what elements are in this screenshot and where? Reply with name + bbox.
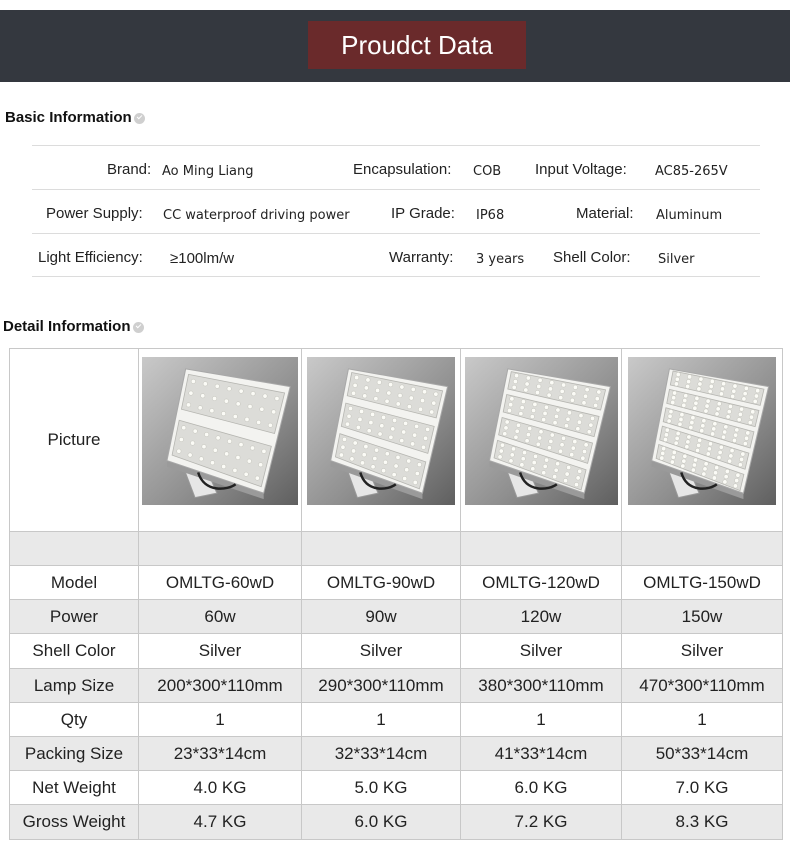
table-cell: Silver	[622, 634, 783, 669]
led-flood-light-icon	[142, 357, 298, 505]
table-cell: Silver	[302, 634, 461, 669]
row-label: Model	[10, 566, 139, 600]
basic-row	[32, 189, 760, 233]
table-cell: 6.0 KG	[302, 805, 461, 840]
table-cell: 150w	[622, 600, 783, 634]
table-row	[10, 600, 783, 634]
power-supply-label: Power Supply:	[46, 205, 143, 222]
detail-information-heading	[3, 318, 144, 335]
basic-row	[32, 145, 760, 189]
light-efficiency-label: Light Efficiency:	[38, 249, 143, 266]
material-label: Material:	[576, 205, 634, 222]
input-voltage-value: AC85-265V	[655, 164, 728, 179]
basic-information-title: Basic Information	[5, 109, 132, 126]
table-cell: 8.3 KG	[622, 805, 783, 840]
info-check-icon	[134, 113, 145, 124]
table-cell: 4.0 KG	[139, 771, 302, 805]
table-row	[10, 771, 783, 805]
spacer-cell	[461, 532, 622, 566]
table-cell: 1	[622, 703, 783, 737]
row-label: Qty	[10, 703, 139, 737]
warranty-label: Warranty:	[389, 249, 454, 266]
banner-title-box	[308, 21, 526, 69]
table-row	[10, 805, 783, 840]
product-photo-cell	[302, 349, 461, 532]
detail-information-title: Detail Information	[3, 318, 131, 335]
info-check-icon	[133, 322, 144, 333]
table-cell: Silver	[461, 634, 622, 669]
ip-grade-label: IP Grade:	[391, 205, 455, 222]
product-photo-cell	[622, 349, 783, 532]
table-cell: 23*33*14cm	[139, 737, 302, 771]
basic-row	[32, 233, 760, 277]
encapsulation-value: COB	[473, 164, 502, 179]
brand-value: Ao Ming Liang	[162, 164, 254, 179]
basic-information-table	[32, 145, 760, 277]
header-banner	[0, 0, 790, 82]
table-row	[10, 634, 783, 669]
spacer-cell	[10, 532, 139, 566]
table-cell: 1	[302, 703, 461, 737]
row-label: Net Weight	[10, 771, 139, 805]
table-cell: 1	[461, 703, 622, 737]
table-row	[10, 703, 783, 737]
page-title: Proudct Data	[341, 29, 493, 60]
table-cell: 90w	[302, 600, 461, 634]
table-cell: 60w	[139, 600, 302, 634]
table-cell: 7.0 KG	[622, 771, 783, 805]
table-cell: OMLTG-60wD	[139, 566, 302, 600]
table-cell: 290*300*110mm	[302, 669, 461, 703]
table-row	[10, 737, 783, 771]
spacer-row	[10, 532, 783, 566]
spacer-cell	[139, 532, 302, 566]
table-cell: OMLTG-150wD	[622, 566, 783, 600]
table-cell: 1	[139, 703, 302, 737]
product-photo-cell	[461, 349, 622, 532]
row-label: Shell Color	[10, 634, 139, 669]
table-cell: 5.0 KG	[302, 771, 461, 805]
table-cell: 32*33*14cm	[302, 737, 461, 771]
light-efficiency-value: ≥100lm/w	[170, 250, 235, 267]
table-cell: 4.7 KG	[139, 805, 302, 840]
spacer-cell	[302, 532, 461, 566]
product-photo-cell	[139, 349, 302, 532]
detail-information-table	[9, 348, 783, 840]
encapsulation-label: Encapsulation:	[353, 161, 452, 178]
table-row	[10, 669, 783, 703]
table-cell: 41*33*14cm	[461, 737, 622, 771]
table-cell: 6.0 KG	[461, 771, 622, 805]
table-cell: 7.2 KG	[461, 805, 622, 840]
table-cell: 380*300*110mm	[461, 669, 622, 703]
spacer-cell	[622, 532, 783, 566]
row-label: Gross Weight	[10, 805, 139, 840]
table-cell: 120w	[461, 600, 622, 634]
warranty-value: 3 years	[476, 252, 525, 267]
ip-grade-value: IP68	[476, 208, 505, 223]
shell-color-value: Silver	[658, 252, 695, 267]
row-label: Lamp Size	[10, 669, 139, 703]
picture-row	[10, 349, 783, 532]
table-row	[10, 566, 783, 600]
basic-information-heading	[5, 109, 145, 126]
picture-label: Picture	[10, 349, 139, 532]
table-cell: OMLTG-120wD	[461, 566, 622, 600]
led-flood-light-icon	[307, 357, 455, 505]
led-flood-light-icon	[628, 357, 776, 505]
row-label: Packing Size	[10, 737, 139, 771]
brand-label: Brand:	[107, 161, 152, 178]
row-label: Power	[10, 600, 139, 634]
banner-top-strip	[0, 0, 790, 10]
shell-color-label: Shell Color:	[553, 249, 631, 266]
led-flood-light-icon	[465, 357, 618, 505]
table-cell: 50*33*14cm	[622, 737, 783, 771]
table-cell: 470*300*110mm	[622, 669, 783, 703]
power-supply-value: CC waterproof driving power	[163, 208, 350, 223]
input-voltage-label: Input Voltage:	[535, 161, 627, 178]
table-cell: OMLTG-90wD	[302, 566, 461, 600]
table-cell: 200*300*110mm	[139, 669, 302, 703]
material-value: Aluminum	[656, 208, 723, 223]
table-cell: Silver	[139, 634, 302, 669]
